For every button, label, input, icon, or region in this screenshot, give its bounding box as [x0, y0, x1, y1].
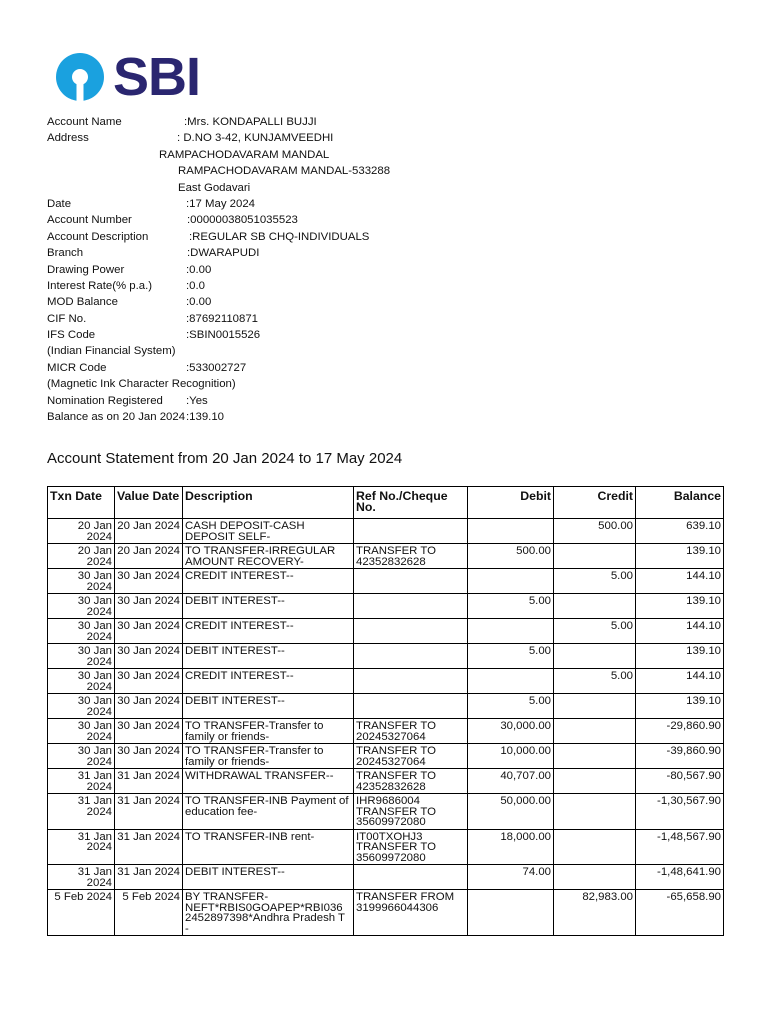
- description-cell: BY TRANSFER-NEFT*RBIS0GOAPEP*RBI036 2452897398*Andhra Pradesh T -: [183, 890, 354, 936]
- account-info-value: :Yes: [186, 394, 208, 407]
- account-info-label: CIF No.: [47, 312, 87, 325]
- credit-cell: 82,983.00: [554, 890, 636, 936]
- description-cell: DEBIT INTEREST--: [183, 865, 354, 890]
- balance-cell: -39,860.90: [636, 744, 724, 769]
- value-date-cell: 30 Jan 2024: [115, 644, 183, 669]
- table-row: [48, 694, 724, 719]
- value-date-cell: 31 Jan 2024: [115, 829, 183, 865]
- account-info-label: Balance as on 20 Jan 2024: [47, 411, 186, 424]
- balance-cell: -80,567.90: [636, 769, 724, 794]
- ref-cell: [354, 644, 468, 669]
- account-info-label: IFS Code: [47, 329, 96, 342]
- credit-cell: [554, 694, 636, 719]
- ref-cell: IT00TXOHJ3 TRANSFER TO 35609972080: [354, 829, 468, 865]
- account-info-value: :139.10: [186, 411, 225, 424]
- txn-date-cell: 31 Jan 2024: [48, 829, 115, 865]
- credit-cell: [554, 719, 636, 744]
- credit-cell: [554, 594, 636, 619]
- sbi-logo: [55, 47, 201, 107]
- account-info-label: Branch: [47, 247, 84, 260]
- col-header-txn-date: Txn Date: [48, 487, 115, 519]
- value-date-cell: 30 Jan 2024: [115, 719, 183, 744]
- value-date-cell: 20 Jan 2024: [115, 544, 183, 569]
- brand-text: SBI: [113, 47, 201, 107]
- credit-cell: [554, 644, 636, 669]
- value-date-cell: 30 Jan 2024: [115, 744, 183, 769]
- account-info-label: Drawing Power: [47, 263, 125, 276]
- col-header-ref: Ref No./Cheque No.: [354, 487, 468, 519]
- ref-cell: TRANSFER TO 20245327064: [354, 744, 468, 769]
- account-info-label: MOD Balance: [47, 296, 118, 309]
- value-date-cell: 30 Jan 2024: [115, 569, 183, 594]
- debit-cell: [468, 669, 554, 694]
- value-date-cell: 31 Jan 2024: [115, 769, 183, 794]
- description-cell: TO TRANSFER-Transfer to family or friends-: [183, 719, 354, 744]
- balance-cell: -65,658.90: [636, 890, 724, 936]
- account-info-value: :SBIN0015526: [186, 329, 261, 342]
- debit-cell: 74.00: [468, 865, 554, 890]
- col-header-description: Description: [183, 487, 354, 519]
- debit-cell: 500.00: [468, 544, 554, 569]
- description-cell: CREDIT INTEREST--: [183, 619, 354, 644]
- credit-cell: 5.00: [554, 669, 636, 694]
- table-row: [48, 519, 724, 544]
- value-date-cell: 31 Jan 2024: [115, 865, 183, 890]
- account-info-value: :Mrs. KONDAPALLI BUJJI: [184, 116, 317, 128]
- account-info-value: RAMPACHODAVARAM MANDAL-533288: [178, 165, 391, 178]
- txn-date-cell: 30 Jan 2024: [48, 744, 115, 769]
- ref-cell: [354, 865, 468, 890]
- account-info-value: RAMPACHODAVARAM MANDAL: [159, 148, 330, 161]
- debit-cell: 40,707.00: [468, 769, 554, 794]
- account-info-value: :17 May 2024: [186, 197, 256, 210]
- description-cell: DEBIT INTEREST--: [183, 594, 354, 619]
- txn-date-cell: 31 Jan 2024: [48, 865, 115, 890]
- col-header-debit: Debit: [468, 487, 554, 519]
- debit-cell: [468, 619, 554, 644]
- account-info-label: MICR Code: [47, 361, 107, 374]
- description-cell: CASH DEPOSIT-CASH DEPOSIT SELF-: [183, 519, 354, 544]
- account-info-value: :DWARAPUDI: [187, 247, 260, 260]
- value-date-cell: 30 Jan 2024: [115, 694, 183, 719]
- account-info-label: Account Name: [47, 116, 122, 128]
- balance-cell: 144.10: [636, 669, 724, 694]
- description-cell: TO TRANSFER-IRREGULAR AMOUNT RECOVERY-: [183, 544, 354, 569]
- txn-date-cell: 30 Jan 2024: [48, 669, 115, 694]
- statement-title: Account Statement from 20 Jan 2024 to 17 May 2024: [47, 450, 403, 467]
- balance-cell: 139.10: [636, 644, 724, 669]
- col-header-value-date: Value Date: [115, 487, 183, 519]
- txn-date-cell: 30 Jan 2024: [48, 619, 115, 644]
- credit-cell: [554, 769, 636, 794]
- table-row: [48, 569, 724, 594]
- balance-cell: 139.10: [636, 594, 724, 619]
- ref-cell: [354, 569, 468, 594]
- credit-cell: [554, 794, 636, 830]
- account-info-value: :00000038051035523: [187, 214, 298, 227]
- value-date-cell: 30 Jan 2024: [115, 669, 183, 694]
- credit-cell: [554, 829, 636, 865]
- credit-cell: [554, 744, 636, 769]
- balance-cell: -1,48,567.90: [636, 829, 724, 865]
- value-date-cell: 5 Feb 2024: [115, 890, 183, 936]
- description-cell: DEBIT INTEREST--: [183, 644, 354, 669]
- col-header-credit: Credit: [554, 487, 636, 519]
- description-cell: TO TRANSFER-Transfer to family or friends-: [183, 744, 354, 769]
- debit-cell: 10,000.00: [468, 744, 554, 769]
- balance-cell: 144.10: [636, 619, 724, 644]
- account-info-value: :0.0: [186, 279, 205, 292]
- description-cell: WITHDRAWAL TRANSFER--: [183, 769, 354, 794]
- account-info-value: :0.00: [186, 296, 212, 309]
- ref-cell: [354, 519, 468, 544]
- balance-cell: -29,860.90: [636, 719, 724, 744]
- debit-cell: 5.00: [468, 694, 554, 719]
- table-row: [48, 769, 724, 794]
- table-header-row: [48, 487, 724, 519]
- account-info-label: (Magnetic Ink Character Recognition): [47, 378, 236, 391]
- ref-cell: TRANSFER TO 42352832628: [354, 769, 468, 794]
- debit-cell: [468, 569, 554, 594]
- table-row: [48, 829, 724, 865]
- debit-cell: 30,000.00: [468, 719, 554, 744]
- ref-cell: [354, 694, 468, 719]
- ref-cell: TRANSFER TO 20245327064: [354, 719, 468, 744]
- table-row: [48, 544, 724, 569]
- txn-date-cell: 30 Jan 2024: [48, 694, 115, 719]
- table-row: [48, 719, 724, 744]
- ref-cell: [354, 619, 468, 644]
- ref-cell: [354, 594, 468, 619]
- value-date-cell: 30 Jan 2024: [115, 619, 183, 644]
- balance-cell: 639.10: [636, 519, 724, 544]
- txn-date-cell: 5 Feb 2024: [48, 890, 115, 936]
- table-row: [48, 744, 724, 769]
- debit-cell: [468, 519, 554, 544]
- table-row: [48, 794, 724, 830]
- debit-cell: [468, 890, 554, 936]
- account-info-label: Account Number: [47, 214, 132, 227]
- table-row: [48, 669, 724, 694]
- ref-cell: [354, 669, 468, 694]
- debit-cell: 18,000.00: [468, 829, 554, 865]
- balance-cell: 144.10: [636, 569, 724, 594]
- txn-date-cell: 30 Jan 2024: [48, 644, 115, 669]
- account-info-value: :533002727: [186, 361, 247, 374]
- txn-date-cell: 30 Jan 2024: [48, 569, 115, 594]
- credit-cell: 500.00: [554, 519, 636, 544]
- txn-date-cell: 30 Jan 2024: [48, 719, 115, 744]
- txn-date-cell: 30 Jan 2024: [48, 594, 115, 619]
- description-cell: TO TRANSFER-INB rent-: [183, 829, 354, 865]
- account-info-value: : D.NO 3-42, KUNJAMVEEDHI: [177, 132, 334, 145]
- description-cell: CREDIT INTEREST--: [183, 669, 354, 694]
- account-info-value: :0.00: [186, 263, 212, 276]
- debit-cell: 5.00: [468, 594, 554, 619]
- description-cell: DEBIT INTEREST--: [183, 694, 354, 719]
- balance-cell: -1,30,567.90: [636, 794, 724, 830]
- account-info-label: (Indian Financial System): [47, 345, 176, 358]
- account-info-label: Account Description: [47, 230, 149, 243]
- balance-cell: -1,48,641.90: [636, 865, 724, 890]
- account-info-label: Address: [47, 132, 89, 145]
- credit-cell: [554, 544, 636, 569]
- credit-cell: 5.00: [554, 569, 636, 594]
- account-info-value: :REGULAR SB CHQ-INDIVIDUALS: [189, 230, 370, 243]
- table-row: [48, 644, 724, 669]
- transactions-table: [47, 486, 724, 936]
- value-date-cell: 30 Jan 2024: [115, 594, 183, 619]
- account-info-label: Date: [47, 197, 72, 210]
- credit-cell: 5.00: [554, 619, 636, 644]
- txn-date-cell: 31 Jan 2024: [48, 794, 115, 830]
- account-info-value: :87692110871: [186, 312, 259, 325]
- table-row: [48, 619, 724, 644]
- sbi-keyhole-icon: [55, 52, 105, 102]
- account-info-label: Interest Rate(% p.a.): [47, 279, 153, 292]
- ref-cell: TRANSFER TO 42352832628: [354, 544, 468, 569]
- credit-cell: [554, 865, 636, 890]
- txn-date-cell: 31 Jan 2024: [48, 769, 115, 794]
- value-date-cell: 20 Jan 2024: [115, 519, 183, 544]
- balance-cell: 139.10: [636, 694, 724, 719]
- description-cell: CREDIT INTEREST--: [183, 569, 354, 594]
- account-info-value: East Godavari: [178, 181, 251, 194]
- table-row: [48, 890, 724, 936]
- account-info-label: Nomination Registered: [47, 394, 163, 407]
- ref-cell: IHR9686004 TRANSFER TO 35609972080: [354, 794, 468, 830]
- description-cell: TO TRANSFER-INB Payment of education fee-: [183, 794, 354, 830]
- txn-date-cell: 20 Jan 2024: [48, 544, 115, 569]
- debit-cell: 5.00: [468, 644, 554, 669]
- debit-cell: 50,000.00: [468, 794, 554, 830]
- balance-cell: 139.10: [636, 544, 724, 569]
- col-header-balance: Balance: [636, 487, 724, 519]
- ref-cell: TRANSFER FROM 3199966044306: [354, 890, 468, 936]
- value-date-cell: 31 Jan 2024: [115, 794, 183, 830]
- table-row: [48, 865, 724, 890]
- txn-date-cell: 20 Jan 2024: [48, 519, 115, 544]
- table-row: [48, 594, 724, 619]
